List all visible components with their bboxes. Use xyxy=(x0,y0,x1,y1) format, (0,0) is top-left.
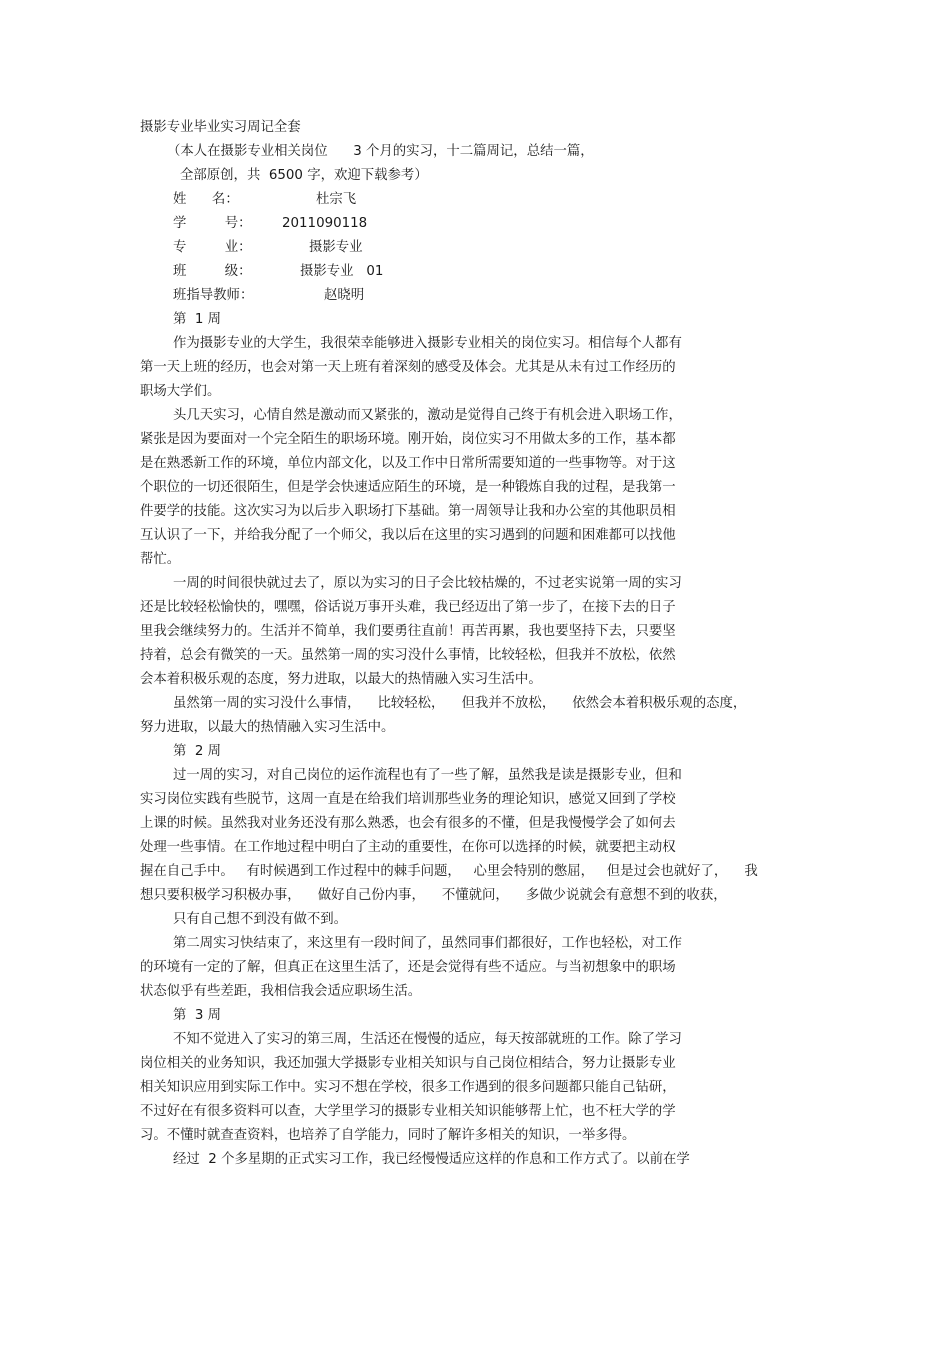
body-line: 不知不觉进入了实习的第三周，生活还在慢慢的适应，每天按部就班的工作。除了学习 xyxy=(173,1032,682,1047)
body-line: 相关知识应用到实际工作中。实习不想在学校，很多工作遇到的很多问题都只能自己钻研， xyxy=(140,1080,676,1095)
body-line: 努力进取，以最大的热情融入实习生活中。 xyxy=(140,720,395,735)
body-line: 第二周实习快结束了，来这里有一段时间了，虽然同事们都很好，工作也轻松，对工作 xyxy=(173,936,682,951)
body-line: 岗位相关的业务知识，我还加强大学摄影专业相关知识与自己岗位相结合，努力让摄影专业 xyxy=(140,1056,676,1071)
body-line: 握在自己手中。 有时候遇到工作过程中的棘手问题， 心里会特别的憋屈， 但是过会也就好了， 我 xyxy=(140,864,758,879)
intro-line-2: 全部原创，共 6500 字，欢迎下载参考） xyxy=(180,168,428,183)
class-label: 班 级： xyxy=(173,264,252,279)
body-line: 一周的时间很快就过去了，原以为实习的日子会比较枯燥的，不过老实说第一周的实习 xyxy=(173,576,682,591)
body-line: 过一周的实习，对自己岗位的运作流程也有了一些了解，虽然我是读是摄影专业，但和 xyxy=(173,768,682,783)
body-line: 作为摄影专业的大学生，我很荣幸能够进入摄影专业相关的岗位实习。相信每个人都有 xyxy=(173,336,682,351)
body-line: 互认识了一下，并给我分配了一个师父，我以后在这里的实习遇到的问题和困难都可以找他 xyxy=(140,528,676,543)
class-value: 摄影专业 01 xyxy=(300,264,384,279)
body-line: 紧张是因为要面对一个完全陌生的职场环境。刚开始，岗位实习不用做太多的工作，基本都 xyxy=(140,432,676,447)
id-value: 2011090118 xyxy=(282,216,368,231)
body-line: 头几天实习，心情自然是激动而又紧张的，激动是觉得自己终于有机会进入职场工作， xyxy=(173,408,682,423)
body-line: 处理一些事情。在工作地过程中明白了主动的重要性，在你可以选择的时候，就要把主动权 xyxy=(140,840,676,855)
teacher-value: 赵晓明 xyxy=(324,288,365,303)
intro-line-1: （本人在摄影专业相关岗位 3 个月的实习，十二篇周记，总结一篇， xyxy=(167,144,594,159)
teacher-label: 班指导教师： xyxy=(173,288,254,303)
body-line: 想只要积极学习积极办事， 做好自己份内事， 不懂就问， 多做少说就会有意想不到的收获， xyxy=(140,888,727,903)
body-line: 习。不懂时就查查资料，也培养了自学能力，同时了解许多相关的知识，一举多得。 xyxy=(140,1128,636,1143)
body-line: 虽然第一周的实习没什么事情， 比较轻松， 但我并不放松， 依然会本着积极乐观的态度， xyxy=(173,696,747,711)
body-line: 实习岗位实践有些脱节，这周一直是在给我们培训那些业务的理论知识，感觉又回到了学校 xyxy=(140,792,676,807)
week-heading: 第 3 周 xyxy=(173,1008,222,1023)
body-line: 职场大学们。 xyxy=(140,384,221,399)
name-label: 姓 名： xyxy=(173,192,239,207)
name-value: 杜宗飞 xyxy=(316,192,357,207)
body-line: 里我会继续努力的。生活并不简单，我们要勇往直前！再苦再累，我也要坚持下去，只要坚 xyxy=(140,624,676,639)
body-line: 帮忙。 xyxy=(140,552,181,567)
body-line: 的环境有一定的了解，但真正在这里生活了，还是会觉得有些不适应。与当初想象中的职场 xyxy=(140,960,676,975)
body-line: 不过好在有很多资料可以查，大学里学习的摄影专业相关知识能够帮上忙，也不枉大学的学 xyxy=(140,1104,676,1119)
body-line: 只有自己想不到没有做不到。 xyxy=(173,912,348,927)
body-line: 经过 2 个多星期的正式实习工作，我已经慢慢适应这样的作息和工作方式了。以前在学 xyxy=(173,1152,690,1167)
body-line: 第一天上班的经历，也会对第一天上班有着深刻的感受及体会。尤其是从未有过工作经历的 xyxy=(140,360,676,375)
week-heading: 第 1 周 xyxy=(173,312,222,327)
doc-title: 摄影专业毕业实习周记全套 xyxy=(140,120,301,135)
body-line: 上课的时候。虽然我对业务还没有那么熟悉，也会有很多的不懂，但是我慢慢学会了如何去 xyxy=(140,816,676,831)
body-line: 件要学的技能。这次实习为以后步入职场打下基础。第一周领导让我和办公室的其他职员相 xyxy=(140,504,676,519)
body-line: 持着，总会有微笑的一天。虽然第一周的实习没什么事情，比较轻松，但我并不放松，依然 xyxy=(140,648,676,663)
major-value: 摄影专业 xyxy=(309,240,363,255)
week-heading: 第 2 周 xyxy=(173,744,222,759)
body-line: 是在熟悉新工作的环境，单位内部文化，以及工作中日常所需要知道的一些事物等。对于这 xyxy=(140,456,676,471)
body-line: 还是比较轻松愉快的，嘿嘿，俗话说万事开头难，我已经迈出了第一步了，在接下去的日子 xyxy=(140,600,676,615)
body-line: 个职位的一切还很陌生，但是学会快速适应陌生的环境，是一种锻炼自我的过程，是我第一 xyxy=(140,480,676,495)
body-line: 会本着积极乐观的态度，努力进取，以最大的热情融入实习生活中。 xyxy=(140,672,542,687)
body-line: 状态似乎有些差距，我相信我会适应职场生活。 xyxy=(140,984,422,999)
id-label: 学 号： xyxy=(173,216,252,231)
major-label: 专 业： xyxy=(173,240,252,255)
